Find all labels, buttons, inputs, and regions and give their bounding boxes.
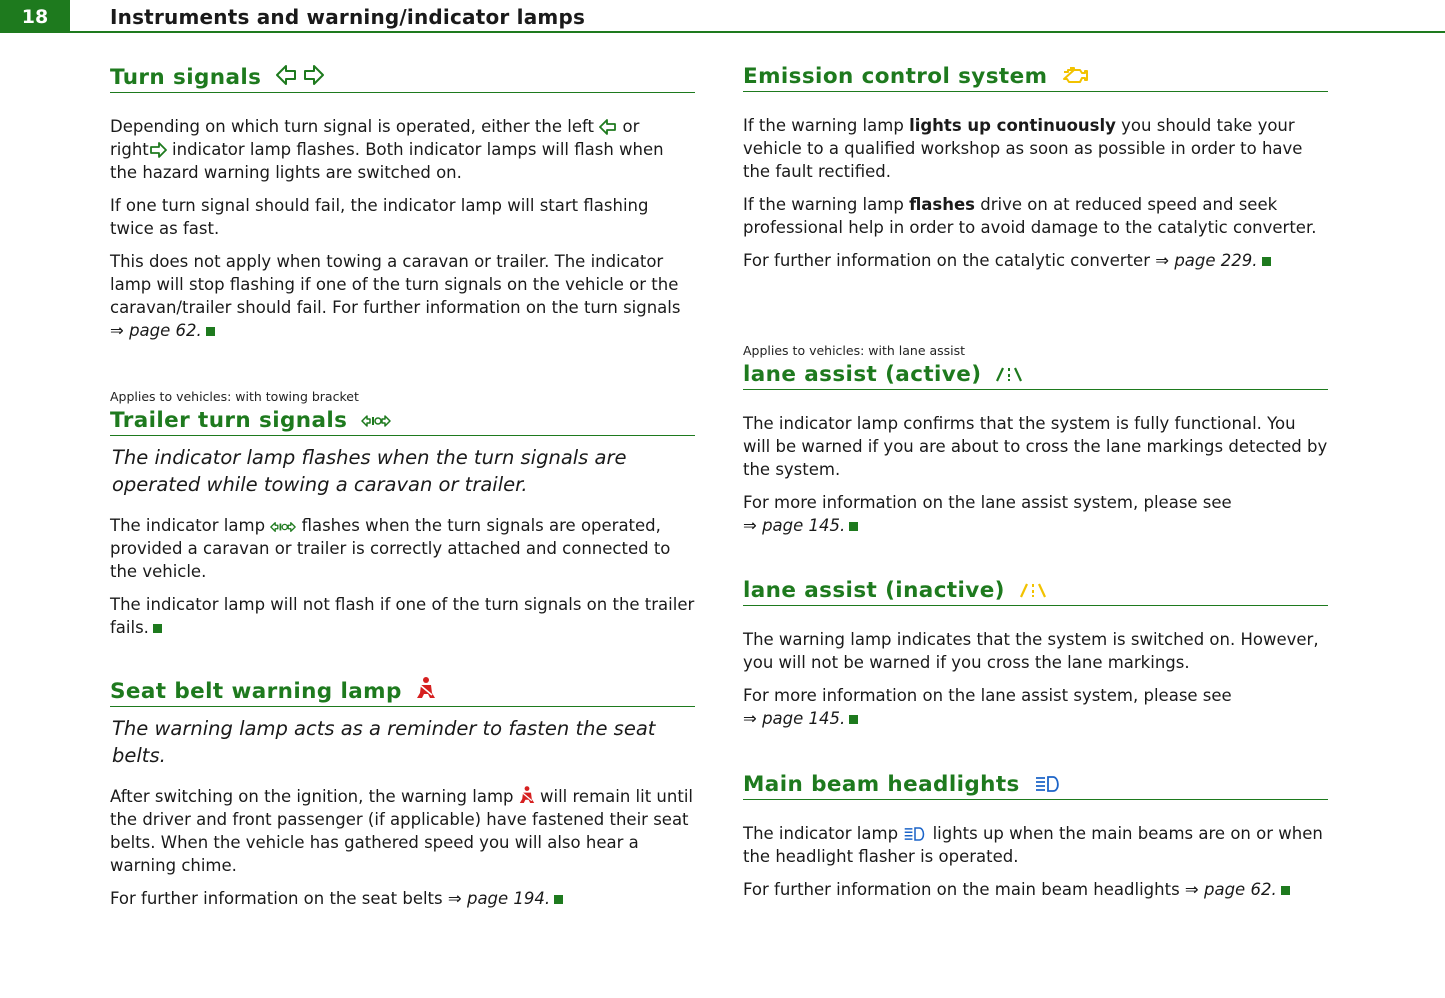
heading-lane-assist-inactive: lane assist (inactive) — [743, 578, 1328, 606]
heading-emission-control: Emission control system — [743, 64, 1328, 92]
emission-paragraph-2: If the warning lamp flashes drive on at reduced speed and seek professional help in order to avoid damage to the catalytic converter. — [743, 195, 1317, 237]
seat-belt-paragraph-2: For further information on the seat belts ⇒ page 194. — [110, 887, 695, 910]
section-seat-belt — [110, 676, 695, 920]
turn-signal-arrows-icon — [275, 64, 325, 86]
section-trailer-turn-signals — [110, 389, 695, 649]
section-emission-control — [743, 64, 1328, 282]
lane-active-paragraph-1: The indicator lamp confirms that the system is fully functional. You will be warned if you are about to cross the lane markings detected by the system. — [743, 414, 1328, 479]
seat-belt-paragraph-1: After switching on the ignition, the warning lamp will remain lit until the driver and front passenger (if applicable) have fastened their seat belts. When the vehicle has gathered speed you will also hear a warning chime. — [110, 787, 693, 875]
trailer-lead-text: The indicator lamp flashes when the turn signals are operated while towing a caravan or trailer. — [112, 446, 627, 496]
main-beam-paragraph-2: For further information on the main beam headlights ⇒ page 62. — [743, 878, 1328, 901]
heading-trailer-turn-signals: Trailer turn signals — [110, 408, 695, 436]
section-main-beam — [743, 772, 1328, 911]
left-arrow-icon — [599, 119, 617, 135]
end-marker — [849, 522, 858, 531]
heading-seat-belt: Seat belt warning lamp — [110, 676, 695, 707]
main-beam-icon — [1034, 775, 1062, 793]
trailer-paragraph-1: The indicator lamp flashes when the turn signals are operated, provided a caravan or trailer is correctly attached and connected to the vehicle. — [110, 516, 671, 581]
end-marker — [1281, 886, 1290, 895]
applies-note: Applies to vehicles: with lane assist — [743, 343, 966, 358]
lane-active-paragraph-2: For more information on the lane assist system, please see ⇒ page 145. — [743, 493, 1232, 535]
end-marker — [153, 624, 162, 633]
page-header — [0, 0, 1445, 34]
lane-assist-inactive-icon — [1019, 581, 1047, 599]
seatbelt-icon — [416, 676, 436, 700]
seat-belt-lead-text: The warning lamp acts as a reminder to fasten the seat belts. — [112, 717, 656, 767]
section-lane-assist-inactive — [743, 578, 1328, 740]
emission-paragraph-3: For further information on the catalytic converter ⇒ page 229. — [743, 249, 1328, 272]
main-beam-paragraph-1: The indicator lamp lights up when the main beams are on or when the headlight flasher is operated. — [743, 824, 1323, 866]
emission-paragraph-1: If the warning lamp lights up continuously you should take your vehicle to a qualified workshop as soon as possible in order to have the fault rectified. — [743, 116, 1303, 181]
end-marker — [849, 715, 858, 724]
end-marker — [206, 327, 215, 336]
page-title: Instruments and warning/indicator lamps — [110, 5, 586, 29]
applies-note: Applies to vehicles: with towing bracket — [110, 389, 359, 404]
end-marker — [1262, 257, 1271, 266]
trailer-turn-signal-icon — [361, 413, 391, 429]
lane-assist-active-icon — [995, 365, 1023, 383]
right-arrow-icon — [149, 142, 167, 158]
turn-signals-paragraph-2: If one turn signal should fail, the indicator lamp will start flashing twice as fast. — [110, 196, 649, 238]
section-turn-signals — [110, 64, 695, 352]
heading-main-beam: Main beam headlights — [743, 772, 1328, 800]
page-reference[interactable]: page 62. — [1204, 880, 1277, 899]
page-reference[interactable]: page 229. — [1174, 251, 1258, 270]
page-number: 18 — [0, 0, 70, 33]
heading-turn-signals: Turn signals — [110, 64, 695, 93]
page-reference[interactable]: page 145. — [762, 709, 846, 728]
page-reference[interactable]: page 145. — [762, 516, 846, 535]
lane-inactive-paragraph-2: For more information on the lane assist system, please see ⇒ page 145. — [743, 686, 1232, 728]
trailer-paragraph-2: The indicator lamp will not flash if one of the turn signals on the trailer fails. — [110, 595, 695, 637]
section-lane-assist-active — [743, 343, 1328, 547]
page-reference[interactable]: page 194. — [466, 889, 551, 908]
seatbelt-icon — [519, 785, 535, 805]
header-rule — [70, 31, 1445, 33]
turn-signals-paragraph-3: This does not apply when towing a caravan or trailer. The indicator lamp will stop flashing if one of the turn signals on the vehicle or the caravan/trailer should fail. For further information on the turn signals ⇒ page 62. — [110, 252, 681, 340]
end-marker — [554, 895, 563, 904]
engine-icon — [1061, 65, 1089, 85]
main-beam-icon — [903, 826, 927, 842]
trailer-turn-signal-icon — [270, 520, 296, 534]
lane-inactive-paragraph-1: The warning lamp indicates that the system is switched on. However, you will not be warned if you cross the lane markings. — [743, 630, 1319, 672]
heading-lane-assist-active: lane assist (active) — [743, 362, 1328, 390]
turn-signals-paragraph-1: Depending on which turn signal is operated, either the left or right indicator lamp flashes. Both indicator lamps will flash when the hazard warning lights are switched on. — [110, 117, 664, 182]
page-reference[interactable]: page 62. — [129, 321, 202, 340]
